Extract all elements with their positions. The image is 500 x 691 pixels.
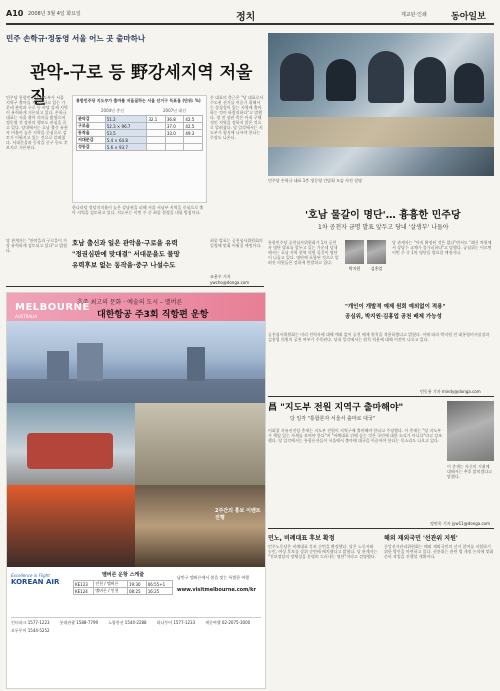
- turnout-cell-district: 관악갑: [77, 116, 106, 123]
- turnout-cell-a: 52.3 × 96.7: [105, 123, 147, 130]
- turnout-table: [76, 115, 203, 151]
- ad-street-photo: [135, 485, 265, 567]
- ad-schedule-arr: 06:55+1: [146, 581, 172, 588]
- ad-schedule-arr: 16:25: [146, 588, 172, 595]
- lead-headline: 관악-구로 등 野강세지역 저울질: [30, 63, 253, 108]
- brief-left-title: 민노, 비례대표 후보 확정: [268, 535, 335, 542]
- page-id: A10: [6, 9, 24, 18]
- ad-phone-entry: 노랑풍선 1544-2288: [108, 620, 147, 625]
- edition-label: 제교판·인쇄: [401, 12, 427, 18]
- lead-kicker: 민주 손학규·정동영 서울 어느 곳 출마하나: [6, 34, 146, 43]
- turnout-cell-b: [147, 144, 166, 151]
- person-figure-1: [280, 53, 314, 101]
- ad-city-photo: [7, 321, 265, 403]
- turnout-cell-b: 32.1: [147, 116, 166, 123]
- table-surface: [268, 117, 494, 147]
- ad-building-photo: [135, 403, 265, 485]
- ad-schedule-flight: KE123: [74, 581, 94, 588]
- masthead-rule: [6, 23, 494, 25]
- photo-story-rule: [268, 396, 494, 397]
- photo-story-col3: 당 관계자는 "아직 확정된 것은 없다"면서도 "쇄신 차원에서 상당수 교체가 불가피하다"고 말했다. 공심위는 이르면 이번 주 중 1차 명단을 발표할 예정이다.: [392, 240, 492, 255]
- lead-subheads: [72, 238, 205, 268]
- ad-promo: 2주간의 홍보 이벤트 진행: [215, 508, 261, 521]
- brief-right: [384, 533, 494, 683]
- lead-byline: 조용우 기자 ywcho@donga.com: [210, 274, 250, 285]
- ad-logo: MELBOURNE: [15, 302, 90, 313]
- turnout-cell-a: 5.4 × 64.8: [105, 137, 147, 144]
- brief-right-body: 중앙선거관리위원회는 해외 재외국민의 선거 참여를 지원하기 위한 방안을 마련하고 있다. 선관위는 관련 법 개정 논의에 맞춰 준비 작업을 진행할 계획이다.: [384, 544, 494, 559]
- turnout-row: [77, 144, 203, 151]
- ad-tram-photo: [7, 403, 135, 485]
- turnout-cell-c: [165, 137, 184, 144]
- ad-river: [7, 379, 265, 403]
- turnout-cell-district: 구로을: [77, 123, 106, 130]
- ad-top-line: 호주 최고의 문화 · 예술의 도시 – 멜버른: [77, 299, 183, 306]
- airline-ad: [6, 292, 266, 689]
- ad-schedule-table: [73, 580, 173, 595]
- photo-story-box: [345, 302, 495, 330]
- section-title: 정치: [236, 12, 256, 23]
- lead-body-col2: 한나라당 정당지지율이 높은 강남권을 피해 서울 서남부 지역을 중심으로 출마 지역을 검토하고 있다. 지도부는 이번 주 중 최종 결정을 내릴 방침이다.: [72, 205, 204, 215]
- ad-building-1: [47, 351, 69, 381]
- ad-schedule-row: [74, 581, 173, 588]
- story3-sub: 당 일각 "통합론자 서울서 출마로 대국": [290, 416, 375, 422]
- photo-story-col1: 통합민주당 공천심사위원회가 1차 공천자 명단 발표를 앞두고 있는 가운데 당내에서는 호남 지역 현역 의원 물갈이 명단이 나돌고 있다. 명단에 포함된 것으로 알려진 의원들은 강하게 반발하고 있다.: [268, 240, 339, 265]
- portraits: [345, 240, 387, 290]
- press-conference-photo: [268, 33, 494, 176]
- brief-left: [268, 533, 378, 683]
- lead-body-col3: 손 대표의 측근은 "당 대표로서 수도권 선거를 이끌기 위해서는 상징성이 있는 지역에 출마하는 것이 바람직하다"고 말했다. 정 전 장관 측은 아직 구체적인 지역을 정하지 않은 것으로 알려졌다. 당 일각에서는 지도부가 험지에 나서야 한다는 주장도 나온다.: [210, 95, 264, 140]
- ad-right-block: [177, 575, 261, 611]
- turnout-cell-c: [165, 144, 184, 151]
- ad-phone-entry: 세중여행 02-2075-3000: [205, 620, 251, 625]
- person-figure-2: [326, 59, 356, 101]
- portrait-a-label: 박지원: [348, 266, 361, 271]
- turnout-table-box: [72, 95, 207, 203]
- ad-logo-sub: AUSTRALIA: [15, 314, 38, 319]
- table-title: 통합민주당 지도부가 출마를 저울질하는 서울 선거구 득표율 (단위: %): [76, 98, 201, 103]
- turnout-cell-district: 동작을: [77, 130, 106, 137]
- turnout-row: [77, 137, 203, 144]
- subhead-2: "정권심판에 맞대결" 서대문을도 물망: [72, 250, 180, 258]
- ad-phone-list: [11, 617, 261, 642]
- story3-byline: 정연욱 기자 jyw11@donga.com: [430, 521, 491, 526]
- ad-top-band: [7, 293, 265, 321]
- ad-schedule-flight: KE124: [74, 588, 94, 595]
- story3-body: 이회창 자유선진당 총재는 지도부 전원이 지역구에 출마해야 한다고 주장했다. 이 총재는 "당 지도부가 책임 있는 자세를 보여야 한다"며 "비례대표 뒤에 숨는 것은 국민에 대한 도리가 아니다"라고 강조했다. 당 일각에서는 통합론자들이 서울에서 출마해 대국을 이끌어야 한다는 목소리도 나오고 있다.: [268, 428, 443, 443]
- ad-airline-block: [11, 573, 71, 586]
- ad-headline: 대한항공 주3회 직항편 운항: [97, 310, 209, 320]
- portrait-b-label: 김홍업: [370, 266, 383, 271]
- lead-body-col1b: 당 관계자는 "관악을과 구로을이 가장 유력하게 검토되고 있다"고 밝혔다.: [6, 238, 68, 253]
- lead-body-col1: 민주당 통합민주당 지도부가 서울 지역구 출마를 저울질하고 있는 가운데 관악과 구로 등 야당 강세 지역이 유력하게 거론되고 있다. 손학규 대표는 서울 출마 의사를 밝혔으며 정동영 전 장관의 행보도 관심을 끌고 있다. 당내에서는 호남 출신 유권자 비율이 높은 지역을 중심으로 검토가 이뤄지고 있는 것으로 알려졌다. 서대문을과 동작을 중구 등도 후보지로 거론된다.: [6, 95, 68, 150]
- turnout-cell-d: 42.5: [184, 123, 203, 130]
- story3-rule: [268, 528, 494, 529]
- ad-building-3: [187, 347, 205, 381]
- turnout-cell-b: [147, 130, 166, 137]
- photo-story-body2: 공천심사위원회는 비리 전력자에 대해 예외 없이 공천 배제 원칙을 적용하겠다고 밝혔다. 이에 따라 박지원 전 대통령비서실장과 김홍업 의원의 공천 여부가 주목된다. 당내 일각에서는 원칙 적용에 대해 이견이 나오고 있다.: [268, 332, 490, 342]
- ad-right-text: 남반구 멜버른에서 봄을 맞는 특별한 여행: [177, 575, 250, 580]
- turnout-cell-district: 성동갑: [77, 144, 106, 151]
- brand-logo: 동아일보: [451, 12, 486, 22]
- ad-schedule-row: [74, 588, 173, 595]
- ad-schedule-title: 멜버른 운항 스케줄: [101, 572, 145, 578]
- turnout-cell-b: [147, 123, 166, 130]
- turnout-row: [77, 123, 203, 130]
- ad-tram: [27, 433, 113, 469]
- subhead-1: 호남 출신과 일은 관악을·구로을 유력: [72, 239, 178, 247]
- story3-body-right: 이 총재는 자신의 거취에 대해서는 추후 밝히겠다고 말했다.: [447, 464, 493, 479]
- turnout-cell-c: 33.0: [165, 130, 184, 137]
- table-header-2004: 2004년 총선: [101, 108, 125, 113]
- photo-story-byline: 민동용 기자 mindy@donga.com: [420, 389, 481, 394]
- photo-story-headline: '호남 물갈이 명단'… 흉흉한 민주당: [305, 210, 461, 221]
- table-header-2007: 2007년 대선: [163, 108, 187, 113]
- turnout-row: [77, 116, 203, 123]
- ad-phone-entry: 롯데관광 1588-7799: [59, 620, 99, 625]
- story3-portrait: [447, 401, 494, 461]
- ad-phone-entry: 하나투어 1577-1233: [156, 620, 196, 625]
- ad-schedule-route: 멜버른 / 인천: [94, 588, 128, 595]
- photo-box-sub: 공심위, 박지원·김홍업 공천 배제 가능성: [345, 314, 442, 320]
- ad-schedule-dep: 19:30: [128, 581, 147, 588]
- photo-caption: 민주당 손학규 대표 1층 정동영 간담회 모습 사진 설명: [268, 178, 362, 183]
- person-figure-3: [368, 51, 404, 103]
- turnout-cell-a: 53.5: [105, 130, 147, 137]
- story3-headline: 昌 "지도부 전원 지역구 출마해야": [268, 403, 404, 413]
- masthead: [6, 8, 494, 22]
- brief-right-title: 해외 재외국민 '선관위 지원': [384, 535, 458, 542]
- lead-bottom-rule: [6, 286, 264, 287]
- brief-left-body: 민주노동당은 비례대표 후보 순번을 확정했다. 당은 노동자와 농민, 여성 후보를 상위 순번에 배치했다고 밝혔다. 당 관계자는 "진보정당의 정체성을 분명히 드러내는 명단"이라고 설명했다.: [268, 544, 378, 559]
- subhead-3: 유력후보 없는 동작을·중구 나설수도: [72, 261, 176, 269]
- ad-airline-tagline: Excellence in Flight: [11, 573, 50, 578]
- ad-phone-entry: 모두투어 1544-5252: [11, 628, 50, 633]
- person-figure-4: [414, 57, 446, 103]
- portrait-a: [345, 240, 364, 264]
- turnout-cell-a: 5.6 × 93.7: [105, 144, 147, 151]
- lead-body-col3b: 최종 발표는 공천심사위원회의 일정에 맞춰 이뤄질 예정이다.: [210, 238, 263, 248]
- person-figure-5: [454, 63, 484, 103]
- turnout-cell-b: [147, 137, 166, 144]
- turnout-row: [77, 130, 203, 137]
- turnout-cell-a: 51.2: [105, 116, 147, 123]
- turnout-cell-d: [184, 137, 203, 144]
- ad-autumn-photo: [7, 485, 135, 567]
- portrait-b: [367, 240, 386, 264]
- ad-airline-name: KOREAN AIR: [11, 578, 60, 586]
- ad-building-2: [77, 343, 103, 381]
- ad-phone-entry: 인터파크 1577-1223: [11, 620, 50, 625]
- turnout-cell-c: 36.8: [165, 116, 184, 123]
- ad-url[interactable]: www.visitmelbourne.com/kr: [177, 587, 256, 593]
- photo-box-title: "개인이 개발적 예제 원회 예외없이 적용": [345, 304, 446, 310]
- ad-schedule-route: 인천 / 멜버른: [94, 581, 128, 588]
- ad-schedule: [73, 571, 173, 611]
- photo-story-subhead: 1차 공천자 금명 발표 앞두고 당내 '살생부' 나돌아: [318, 224, 449, 231]
- turnout-cell-district: 서대문갑: [77, 137, 106, 144]
- issue-date: 2008년 3월 4일 화요일: [28, 11, 81, 17]
- turnout-cell-c: 37.0: [165, 123, 184, 130]
- turnout-cell-d: 42.5: [184, 116, 203, 123]
- turnout-cell-d: [184, 144, 203, 151]
- ad-schedule-dep: 08:25: [128, 588, 147, 595]
- turnout-cell-d: 49.3: [184, 130, 203, 137]
